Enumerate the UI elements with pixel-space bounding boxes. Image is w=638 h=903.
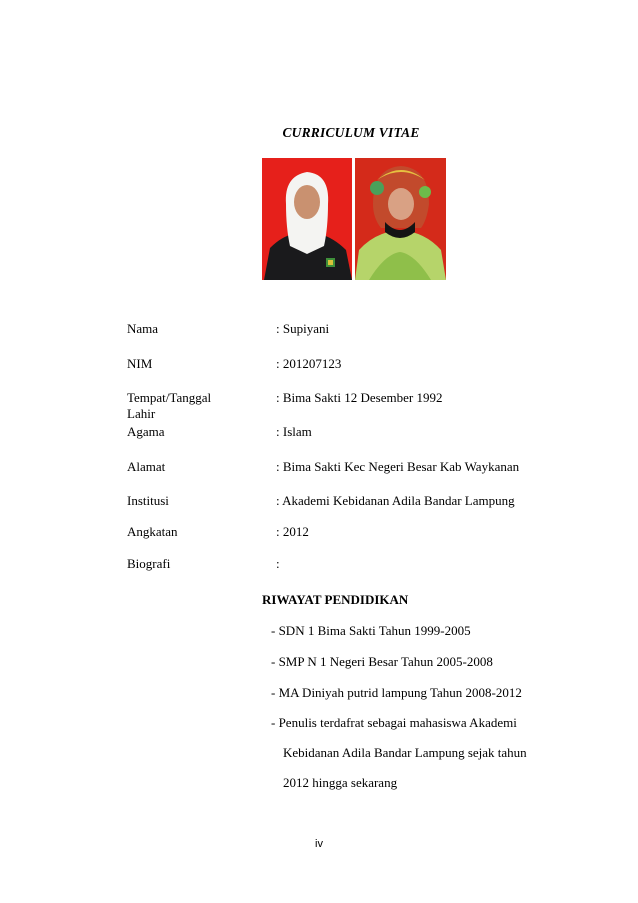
field-value: : 2012 (276, 524, 309, 539)
field-value: : Islam (276, 424, 312, 439)
field-value: : 201207123 (276, 356, 342, 371)
education-item-continuation: 2012 hingga sekarang (283, 775, 398, 790)
field-value: : (276, 556, 280, 571)
education-heading: RIWAYAT PENDIDIKAN (262, 592, 409, 607)
field-label: Institusi (127, 493, 169, 508)
field-value: : Bima Sakti Kec Negeri Besar Kab Waykanan (276, 459, 520, 474)
education-item-continuation: Kebidanan Adila Bandar Lampung sejak tahun (283, 745, 527, 760)
field-label: Nama (127, 321, 159, 336)
field-label: Tempat/Tanggal Lahir (127, 390, 212, 421)
education-item: - SMP N 1 Negeri Besar Tahun 2005-2008 (271, 654, 493, 669)
field-label: Biografi (127, 556, 171, 571)
field-label: Alamat (127, 459, 166, 474)
photo-traditional (355, 158, 446, 280)
photo-graduation (262, 158, 352, 280)
field-label: Agama (127, 424, 165, 439)
page-number: iv (315, 838, 323, 850)
education-item: - Penulis terdafrat sebagai mahasiswa Akademi (271, 715, 517, 730)
field-label: NIM (127, 356, 153, 371)
education-item: - MA Diniyah putrid lampung Tahun 2008-2012 (271, 685, 522, 700)
field-value: : Bima Sakti 12 Desember 1992 (276, 390, 443, 405)
field-value: : Akademi Kebidanan Adila Bandar Lampung (276, 493, 515, 508)
education-item: - SDN 1 Bima Sakti Tahun 1999-2005 (271, 623, 471, 638)
field-label: Angkatan (127, 524, 178, 539)
field-value: : Supiyani (276, 321, 330, 336)
page-title: CURRICULUM VITAE (282, 125, 420, 140)
